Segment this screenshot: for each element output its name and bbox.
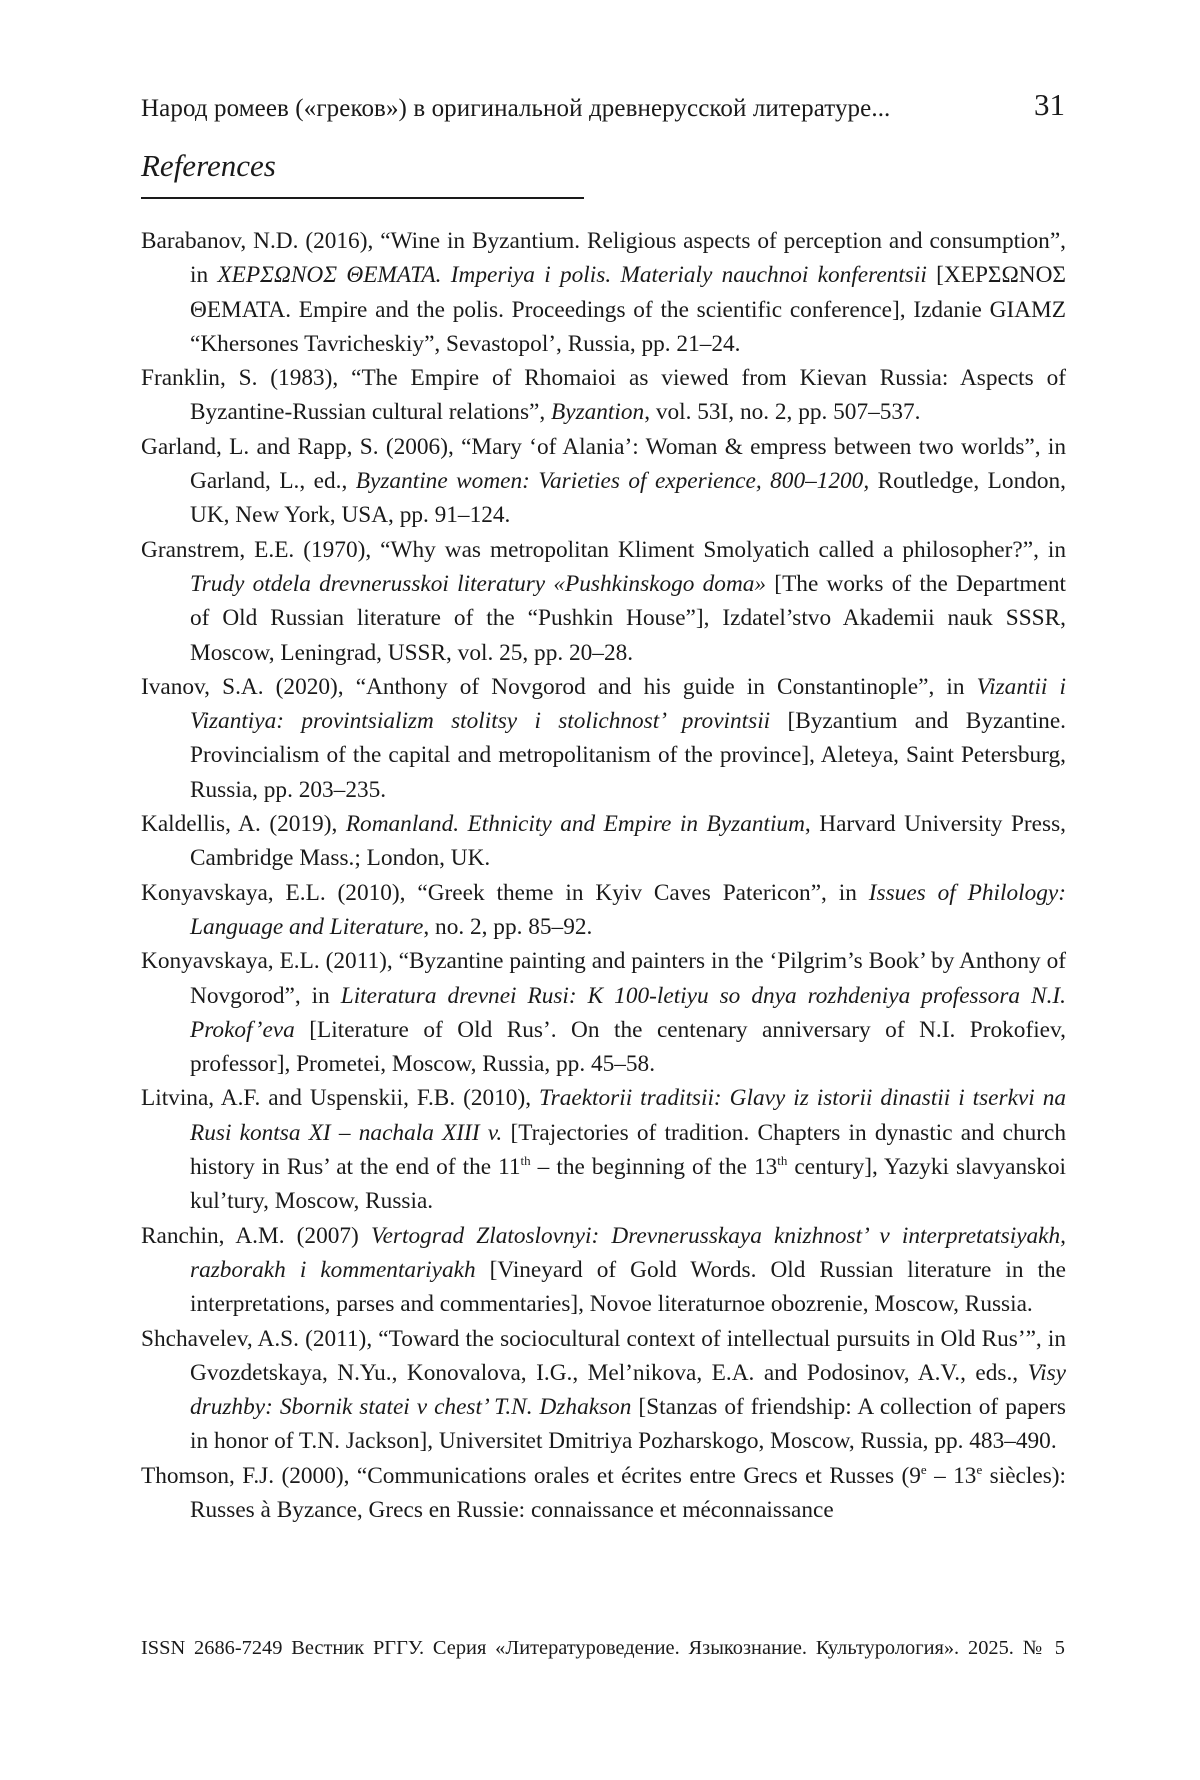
reference-text: Routledge, London, UK, New York, USA, pp. 91–124. — [190, 468, 1066, 529]
reference-entry — [141, 670, 1066, 807]
section-rule — [141, 197, 584, 199]
section-title: References — [141, 148, 276, 183]
italic-title: Issues of Philology: Language and Literature — [190, 879, 1066, 940]
reference-entry — [141, 533, 1066, 670]
reference-text: [The works of the Department of Old Russian literature of the “Pushkin House”], Izdatel’stvo Akademii nauk SSSR, Moscow, Leningrad, USSR, vol. 25, pp. 20–28. — [190, 570, 1066, 666]
reference-text: – the beginning of the 13 — [530, 1154, 778, 1181]
reference-text: Franklin, S. (1983), “The Empire of Rhomaioi as viewed from Kievan Russia: Aspects of Byzantine-Russian cultural relations”, — [141, 365, 1066, 426]
reference-entry — [141, 224, 1066, 361]
reference-text: , no. 2, pp. 85–92. — [423, 913, 593, 940]
italic-title: Vizantii i Vizantiya: provintsializm stolitsy i stolichnost’ provintsii — [190, 673, 1066, 735]
reference-text: , vol. 53I, no. 2, pp. 507–537. — [644, 399, 921, 426]
reference-text: Konyavskaya, E.L. (2010), “Greek theme in Kyiv Caves Patericon”, in — [141, 879, 869, 906]
superscript: th — [520, 1153, 531, 1169]
reference-text: Garland, L. and Rapp, S. (2006), “Mary ‘of Alania’: Woman & empress between two worlds”, in Garland, L., ed., — [141, 433, 1066, 495]
reference-entry — [141, 1322, 1066, 1459]
reference-text: [Byzantium and Byzantine. Provincialism of the capital and metropolitanism of the province], Aleteya, Saint Petersburg, Russia, pp. 203–235. — [190, 708, 1066, 803]
superscript: th — [777, 1153, 788, 1169]
reference-text: Konyavskaya, E.L. (2011), “Byzantine painting and painters in the ‘Pilgrim’s Book’ by Anthony of Novgorod”, in — [141, 948, 1066, 1009]
reference-text: [Vineyard of Gold Words. Old Russian literature in the interpretations, parses and commentaries], Novoe literaturnoe obozrenie, Moscow, Russia. — [190, 1256, 1066, 1318]
reference-entry — [141, 944, 1066, 1081]
reference-text: Litvina, A.F. and Uspenskii, F.B. (2010), — [141, 1085, 539, 1112]
reference-entry — [141, 1459, 1066, 1528]
reference-text: Thomson, F.J. (2000), “Communications orales et écrites entre Grecs et Russes (9 — [141, 1462, 921, 1489]
page-number: 31 — [1034, 87, 1065, 122]
italic-title: Trudy otdela drevnerusskoi literatury «Pushkinskogo doma» — [190, 570, 767, 597]
superscript: e — [920, 1461, 927, 1477]
reference-entry — [141, 1081, 1066, 1218]
reference-text: Kaldellis, A. (2019), — [141, 811, 346, 838]
reference-text: Ranchin, A.M. (2007) — [141, 1222, 371, 1249]
italic-title: Literatura drevnei Rusi: K 100-letiyu so dnya rozhdeniya professora N.I. Prokof’eva — [190, 982, 1066, 1043]
running-title: Народ ромеев («греков») в оригинальной древнерусской литературе... — [141, 95, 891, 122]
reference-text: siècles): Russes à Byzance, Grecs en Russie: connaissance et méconnaissance — [190, 1462, 1067, 1523]
reference-entry — [141, 1219, 1066, 1322]
italic-title: Byzantine women: Varieties of experience, 800–1200, — [355, 468, 870, 495]
reference-text: Barabanov, N.D. (2016), “Wine in Byzantium. Religious aspects of perception and consumption”, in — [141, 228, 1066, 289]
reference-entry — [141, 361, 1066, 430]
reference-text: [ΧΕΡΣΩΝΟΣ ΘΕΜΑΤΑ. Empire and the polis. Proceedings of the scientific conference], Izdanie GIAMZ “Khersones Tavricheskiy”, Sevastopol’, Russia, pp. 21–24. — [190, 262, 1066, 357]
page-footer: ISSN 2686-7249 Вестник РГГУ. Серия «Литературоведение. Языкознание. Культурология». 2025. № 5 — [141, 1637, 1065, 1659]
superscript: e — [976, 1461, 983, 1477]
reference-text: century], Yazyki slavyanskoi kul’tury, Moscow, Russia. — [190, 1154, 1066, 1215]
italic-title: ΧΕΡΣΩΝΟΣ ΘΕΜΑΤΑ. Imperiya i polis. Materialy nauchnoi konferentsii — [217, 262, 927, 289]
reference-entry — [141, 430, 1066, 533]
reference-text: [Literature of Old Rus’. On the centenary anniversary of N.I. Prokofiev, professor], Prometei, Moscow, Russia, pp. 45–58. — [190, 1016, 1066, 1078]
reference-text: Ivanov, S.A. (2020), “Anthony of Novgorod and his guide in Constantinople”, in — [141, 673, 977, 700]
reference-text: [Stanzas of friendship: A collection of papers in honor of T.N. Jackson], Universitet Dmitriya Pozharskogo, Moscow, Russia, pp. 483–490. — [190, 1394, 1066, 1455]
italic-title: Romanland. Ethnicity and Empire in Byzantium — [345, 811, 805, 838]
reference-text: Shchavelev, A.S. (2011), “Toward the sociocultural context of intellectual pursuits in Old Rus’”, in Gvozdetskaya, N.Yu., Konovalova, I.G., Mel’nikova, E.A. and Podosinov, A.V., eds., — [141, 1325, 1066, 1386]
reference-entry — [141, 876, 1066, 945]
reference-text: – 13 — [926, 1462, 977, 1489]
italic-title: Vertograd Zlatoslovnyi: Drevnerusskaya knizhnost’ v interpretatsiyakh, razborakh i kommentariyakh — [190, 1222, 1066, 1283]
running-header — [141, 87, 1065, 131]
reference-text: , Harvard University Press, Cambridge Mass.; London, UK. — [190, 811, 1066, 872]
italic-title: Byzantion — [551, 399, 645, 426]
reference-list — [141, 224, 1066, 1527]
reference-text: [Trajectories of tradition. Chapters in dynastic and church history in Rus’ at the end of the 11 — [190, 1119, 1067, 1181]
reference-text: Granstrem, E.E. (1970), “Why was metropolitan Kliment Smolyatich called a philosopher?”, in — [141, 536, 1066, 563]
reference-entry — [141, 807, 1066, 876]
italic-title: Traektorii traditsii: Glavy iz istorii dinastii i tserkvi na Rusi kontsa XI – nachala XIII v. — [190, 1085, 1066, 1146]
italic-title: Visy druzhby: Sbornik statei v chest’ T.N. Dzhakson — [190, 1359, 1066, 1421]
